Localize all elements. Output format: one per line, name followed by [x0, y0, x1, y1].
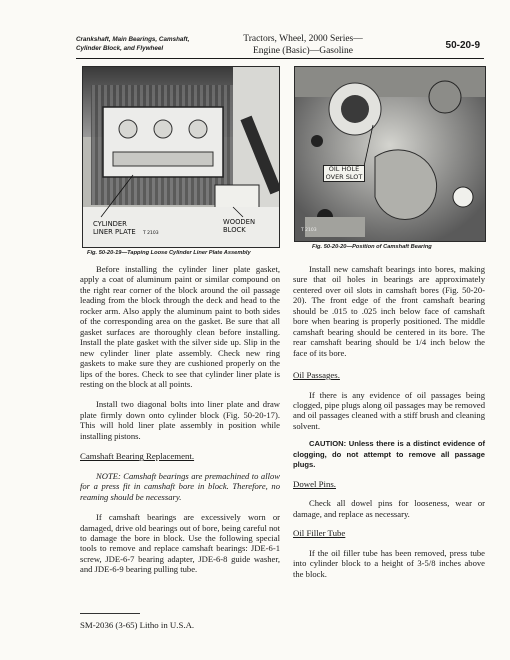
section-title-line: Crankshaft, Main Bearings, Camshaft,: [76, 36, 190, 43]
label-line: LINER PLATE: [93, 227, 136, 236]
section-heading: Oil Filler Tube: [293, 528, 346, 539]
camshaft-bore-illustration: [295, 67, 485, 241]
label-line: BLOCK: [223, 225, 246, 234]
section-heading: Camshaft Bearing Replacement.: [80, 451, 195, 462]
paragraph: Install new camshaft bearings into bores, making sure that oil holes in bearings are approximately centered over oil slots in camshaft bores (Fig. 50-20-20). The front edge of the front camshaft bearing should be .015 to .025 inch below face of camshaft bore when bearing is properly positioned. The middle camshaft bearing should be centered in its bore. The rear camshaft bearing should be 1/4 inch below the face of its bore.: [293, 264, 485, 358]
paragraph: If camshaft bearings are excessively worn or damaged, drive old bearings out of bore, being careful not to damage the bore in block. Use the following special tools to remove and replace camshaft bearings: JDE-6-1 screw, JDE-6-7 bearing adapter, JDE-6-8 guide washer, and JDE-6-9 bearing pulling tube.: [80, 512, 280, 575]
paragraph: Before installing the cylinder liner plate gasket, apply a coat of aluminum paint or similar compound on the right rear corner of the block around the oil passage leading from the block through the deck and head to the rocker arm. Also apply the aluminum paint to both sides of the corresponding area on the gasket. Be sure that all gasket surfaces are thoroughly clean before installing. Install the plate gasket with the silver side up. Slip in the new cylinder liner plate assembly. Check new ring gaskets to make sure they are cushioned properly on the lips of the bores. Check to see that cylinder liner plate is resting on the block at all points.: [80, 264, 280, 389]
label-line: OVER SLOT: [325, 172, 363, 181]
section-heading: Oil Passages.: [293, 370, 340, 381]
oil-hole-label: [323, 165, 365, 182]
footer-text: SM-2036 (3-65) Litho in U.S.A.: [80, 620, 195, 630]
page-number: 50-20-9: [445, 40, 480, 51]
section-title: [76, 36, 226, 53]
left-column-text: [80, 264, 280, 575]
caution-paragraph: CAUTION: Unless there is a distinct evidence of clogging, do not attempt to remove all passage plugs.: [293, 439, 485, 469]
paragraph: If the oil filler tube has been removed, press tube into cylinder block to a height of 3-5/8 inches above the block.: [293, 547, 485, 579]
section-heading: Dowel Pins.: [293, 478, 337, 489]
footer-rule: [80, 613, 140, 614]
header-rule: [76, 58, 484, 59]
manual-title: [218, 34, 388, 57]
note-paragraph: NOTE: Camshaft bearings are premachined to allow for a press fit in camshaft bore in block. Therefore, no reaming should be necessary.: [80, 470, 280, 502]
figure-caption: Fig. 50-20-19—Tapping Loose Cylinder Liner Plate Assembly: [87, 250, 251, 256]
figure-caption: Fig. 50-20-20—Position of Camshaft Bearing: [312, 244, 432, 250]
manual-title-line: Tractors, Wheel, 2000 Series—: [243, 34, 363, 44]
label-line: CYLINDER: [93, 220, 127, 228]
figure-camshaft-bearing-photo: [294, 66, 486, 242]
manual-title-line: Engine (Basic)—Gasoline: [253, 45, 353, 56]
section-title-line: Cylinder Block, and Flywheel: [76, 44, 164, 52]
label-line: WOODEN: [223, 218, 256, 226]
figure-code-label: T 2103: [143, 231, 159, 236]
label-line: OIL HOLE: [328, 165, 360, 173]
paragraph: If there is any evidence of oil passages being clogged, pipe plugs along oil passages may be removed and oil passages cleaned with a stiff brush and cleaning solvent.: [293, 389, 485, 431]
paragraph: Install two diagonal bolts into liner plate and draw plate firmly down onto cylinder block (Fig. 50-20-17). This will hold liner plate assembly in position while installing pistons.: [80, 399, 280, 441]
wooden-block-label: [223, 219, 255, 234]
paragraph: Check all dowel pins for looseness, wear or damage, and replace as necessary.: [293, 498, 485, 519]
cylinder-liner-plate-label: [93, 221, 136, 236]
figure-code-label: T 2103: [301, 228, 317, 233]
figure-liner-plate-photo: [82, 66, 280, 248]
right-column-text: [293, 264, 485, 579]
